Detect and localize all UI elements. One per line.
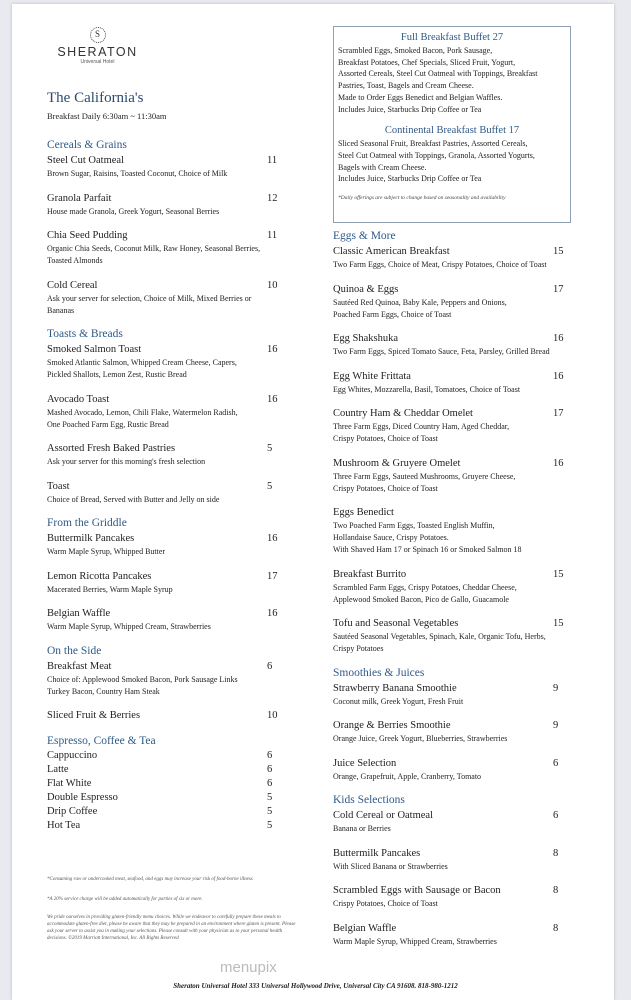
menu-item xyxy=(47,228,287,267)
item-name: Belgian Waffle xyxy=(333,922,397,934)
item-description: Crispy Potatoes, Choice of Toast xyxy=(333,899,438,908)
menu-item-row xyxy=(333,406,573,421)
item-price: 16 xyxy=(553,457,564,469)
item-price: 8 xyxy=(553,885,559,896)
section-heading: Eggs & More xyxy=(333,230,396,242)
menu-item-row xyxy=(47,191,287,206)
item-description: Crispy Potatoes, Choice of Toast xyxy=(333,483,438,493)
item-name: Eggs Benedict xyxy=(333,507,394,518)
item-description: Coconut milk, Greek Yogurt, Fresh Fruit xyxy=(333,696,464,706)
buffet-line: Assorted Cereals, Steel Cut Oatmeal with Toppings, Breakfast xyxy=(338,69,538,79)
menu-item-row xyxy=(333,718,573,733)
item-description: Orange Juice, Greek Yogurt, Blueberries, Strawberries xyxy=(333,734,508,743)
item-price: 6 xyxy=(553,757,559,769)
buffet-line: Made to Order Eggs Benedict and Belgian Waffles. xyxy=(338,92,503,102)
item-price: 5 xyxy=(267,443,273,454)
sheraton-logo xyxy=(55,27,140,65)
section-heading: On the Side xyxy=(47,644,102,657)
item-description: Three Farm Eggs, Sauteed Mushrooms, Gruyere Cheese, xyxy=(333,471,516,481)
item-name: Flat White xyxy=(47,777,92,789)
item-price: 16 xyxy=(553,370,564,382)
item-description: Egg Whites, Mozzarella, Basil, Tomatoes, Choice of Toast xyxy=(333,384,521,394)
item-name: Buttermilk Pancakes xyxy=(333,847,421,859)
item-description: Smoked Atlantic Salmon, Whipped Cream Cheese, Capers, xyxy=(47,358,237,367)
item-name: Smoked Salmon Toast xyxy=(47,344,142,355)
menu-item-row xyxy=(47,569,287,584)
menu-item-row xyxy=(47,342,287,357)
item-price: 8 xyxy=(553,847,559,859)
item-name: Drip Coffee xyxy=(47,805,98,817)
menu-item xyxy=(333,369,573,396)
item-name: Country Ham & Cheddar Omelet xyxy=(333,408,473,419)
menu-item xyxy=(333,846,573,873)
item-description: Warm Maple Syrup, Whipped Cream, Strawberries xyxy=(333,936,497,946)
menu-item-row xyxy=(333,331,573,346)
item-description: Choice of: Applewood Smoked Bacon, Pork Sausage Links xyxy=(47,674,238,684)
item-description: One Poached Farm Egg, Rustic Bread xyxy=(47,419,169,429)
menu-item-row xyxy=(47,659,287,674)
item-name: Buttermilk Pancakes xyxy=(47,533,135,544)
item-price: 16 xyxy=(267,344,278,355)
item-price: 9 xyxy=(553,682,559,694)
menu-item xyxy=(333,282,573,321)
buffet-line: Bagels with Cream Cheese. xyxy=(338,162,427,172)
item-description: Ask your server for this morning's fresh selection xyxy=(47,457,206,466)
item-price: 6 xyxy=(267,763,273,775)
item-name: Double Espresso xyxy=(47,791,118,803)
item-price: 10 xyxy=(267,710,278,721)
item-description: Poached Farm Eggs, Choice of Toast xyxy=(333,309,452,319)
buffet-line: Includes Juice, Starbucks Drip Coffee or Tea xyxy=(338,104,482,114)
menu-item xyxy=(333,456,573,495)
item-description: Banana or Berries xyxy=(333,824,391,833)
menu-item xyxy=(333,616,573,655)
item-name: Avocado Toast xyxy=(47,393,110,405)
item-description: Three Farm Eggs, Diced Country Ham, Aged Cheddar, xyxy=(333,422,510,431)
buffet-line: Includes Juice, Starbucks Drip Coffee or Tea xyxy=(338,174,482,184)
item-name: Belgian Waffle xyxy=(47,608,111,619)
buffet-title: Full Breakfast Buffet 27 xyxy=(400,32,504,43)
footer-address: Sheraton Universal Hotel 333 Universal Hollywood Drive, Universal City CA 91608. 818-980-1212 xyxy=(173,982,458,990)
menu-item-row xyxy=(333,456,573,471)
section-heading: Toasts & Breads xyxy=(47,328,123,340)
raw-warning: *Consuming raw or undercooked meat, seafood, and eggs may increase your risk of food-borne illness xyxy=(47,877,253,882)
menu-item-row xyxy=(47,479,287,494)
buffet-line: Scrambled Eggs, Smoked Bacon, Pork Sausage, xyxy=(338,46,493,55)
item-description: Applewood Smoked Bacon, Pico de Gallo, Guacamole xyxy=(333,594,509,604)
item-name: Egg Shakshuka xyxy=(333,333,399,344)
menu-item-row xyxy=(333,808,573,823)
item-name: Cold Cereal or Oatmeal xyxy=(333,810,434,821)
item-name: Toast xyxy=(47,480,70,492)
item-description: Toasted Almonds xyxy=(47,256,103,265)
item-description: Bananas xyxy=(47,305,75,315)
buffet-line: Sliced Seasonal Fruit, Breakfast Pastries, Assorted Cereals, xyxy=(338,139,528,149)
item-name: Lemon Ricotta Pancakes xyxy=(47,570,152,582)
menu-item-row xyxy=(47,441,287,456)
item-price: 9 xyxy=(553,720,559,731)
menu-item-row xyxy=(47,228,287,243)
service-charge-note: *A 20% service charge will be added automatically for parties of six or more. xyxy=(47,897,203,902)
item-name: Classic American Breakfast xyxy=(333,246,450,257)
item-description: Turkey Bacon, Country Ham Steak xyxy=(47,686,160,696)
menu-item-row xyxy=(333,567,573,582)
item-name: Granola Parfait xyxy=(47,192,112,204)
menu-item xyxy=(333,883,573,910)
left-column xyxy=(47,138,287,833)
item-description: Crispy Potatoes xyxy=(333,644,384,653)
item-description: Brown Sugar, Raisins, Toasted Coconut, Choice of Milk xyxy=(47,169,228,178)
item-name: Breakfast Meat xyxy=(47,660,112,672)
menu-item-row xyxy=(333,846,573,861)
beverage-item xyxy=(47,791,287,805)
item-description: Sautéed Red Quinoa, Baby Kale, Peppers and Onions, xyxy=(333,297,507,307)
item-name: Chia Seed Pudding xyxy=(47,230,128,241)
item-description: Two Poached Farm Eggs, Toasted English Muffin, xyxy=(333,521,495,530)
menu-item xyxy=(47,708,287,723)
item-price: 11 xyxy=(267,230,278,241)
menu-item-row xyxy=(47,708,287,723)
beverage-item xyxy=(47,819,287,833)
item-price: 10 xyxy=(267,279,278,291)
item-price: 6 xyxy=(553,810,559,821)
menu-item xyxy=(333,808,573,835)
section-heading: Smoothies & Juices xyxy=(333,666,425,679)
item-price: 5 xyxy=(267,819,273,831)
menu-item xyxy=(47,569,287,596)
menu-item xyxy=(333,505,573,556)
item-description: House made Granola, Greek Yogurt, Seasonal Berries xyxy=(47,206,220,216)
item-price: 17 xyxy=(553,283,564,295)
item-price: 15 xyxy=(553,618,564,629)
item-price: 15 xyxy=(553,246,564,257)
buffet-line: Steel Cut Oatmeal with Toppings, Granola, Assorted Yogurts, xyxy=(338,150,535,160)
item-name: Scrambled Eggs with Sausage or Bacon xyxy=(333,885,501,896)
item-name: Egg White Frittata xyxy=(333,370,411,382)
item-name: Juice Selection xyxy=(333,757,397,769)
menu-hours: Breakfast Daily 6:30am ~ 11:30am xyxy=(47,111,167,121)
beverage-item xyxy=(47,763,287,777)
item-description: Two Farm Eggs, Choice of Meat, Crispy Potatoes, Choice of Toast xyxy=(333,260,547,269)
menu-item xyxy=(47,531,287,558)
menu-item xyxy=(333,756,573,783)
menu-item-row xyxy=(47,278,287,293)
menu-item xyxy=(333,921,573,948)
menu-item xyxy=(47,191,287,218)
menu-item-row xyxy=(47,392,287,407)
item-name: Assorted Fresh Baked Pastries xyxy=(47,443,176,454)
item-price: 6 xyxy=(267,660,273,672)
item-description: Two Farm Eggs, Spiced Tomato Sauce, Feta, Parsley, Grilled Bread xyxy=(333,347,550,356)
item-name: Tofu and Seasonal Vegetables xyxy=(333,618,459,629)
beverage-item xyxy=(47,777,287,791)
item-price: 16 xyxy=(267,393,278,405)
item-price: 5 xyxy=(267,480,273,492)
item-description: Sautéed Seasonal Vegetables, Spinach, Kale, Organic Tofu, Herbs, xyxy=(333,632,546,641)
item-name: Breakfast Burrito xyxy=(333,568,407,580)
menu-item xyxy=(47,659,287,698)
item-description: Ask your server for selection, Choice of Milk, Mixed Berries or xyxy=(47,293,252,303)
section-heading: Espresso, Coffee & Tea xyxy=(47,734,156,747)
item-price: 5 xyxy=(267,791,273,803)
item-description: Macerated Berries, Warm Maple Syrup xyxy=(47,584,173,594)
buffet-line: Pastries, Toast, Bagels and Cream Cheese. xyxy=(338,81,474,91)
logo-sub: Universal Hotel xyxy=(80,59,115,65)
item-price: 16 xyxy=(553,333,564,344)
section-heading: Kids Selections xyxy=(333,794,405,806)
menu-item xyxy=(47,441,287,468)
menu-item-row xyxy=(47,531,287,546)
item-description: Hollandaise Sauce, Crispy Potatoes. xyxy=(333,533,449,542)
menu-item xyxy=(47,342,287,381)
menu-item xyxy=(333,406,573,445)
item-description: Warm Maple Syrup, Whipped Butter xyxy=(47,547,166,556)
menu-item-row xyxy=(47,606,287,621)
item-name: Sliced Fruit & Berries xyxy=(47,710,141,721)
sheraton-emblem-icon: S xyxy=(90,27,106,43)
item-name: Latte xyxy=(47,763,69,775)
menu-item-row xyxy=(333,616,573,631)
item-price: 17 xyxy=(267,570,278,582)
item-description: With Shaved Ham 17 or Spinach 16 or Smoked Salmon 18 xyxy=(333,545,522,554)
item-price xyxy=(553,505,573,520)
menu-item xyxy=(47,392,287,431)
item-price: 16 xyxy=(267,533,278,544)
buffet-note: *Daily offerings are subject to change based on seasonality and availability xyxy=(338,195,506,202)
menu-item-row xyxy=(333,244,573,259)
item-name: Hot Tea xyxy=(47,819,81,831)
menu-item xyxy=(47,153,287,180)
item-name: Cold Cereal xyxy=(47,279,98,291)
menu-item-row xyxy=(333,756,573,771)
right-column xyxy=(333,229,573,958)
menu-item-row xyxy=(333,282,573,297)
item-description: Orange, Grapefruit, Apple, Cranberry, Tomato xyxy=(333,771,482,781)
buffet-box xyxy=(333,26,571,223)
item-price: 16 xyxy=(267,608,278,619)
menu-item xyxy=(333,681,573,708)
watermark: menupix xyxy=(220,959,277,976)
menu-item xyxy=(47,606,287,633)
buffet-line: Breakfast Potatoes, Chef Specials, Sliced Fruit, Yogurt, xyxy=(338,57,516,67)
item-price: 12 xyxy=(267,192,278,204)
item-price: 6 xyxy=(267,749,273,761)
item-name: Orange & Berries Smoothie xyxy=(333,720,451,731)
menu-title: The California's xyxy=(47,90,144,106)
item-name: Quinoa & Eggs xyxy=(333,283,399,295)
menu-item xyxy=(333,331,573,358)
menu-item-row xyxy=(333,921,573,936)
menu-item xyxy=(333,718,573,745)
buffet-title: Continental Breakfast Buffet 17 xyxy=(384,125,520,137)
menu-item xyxy=(333,244,573,271)
item-price: 15 xyxy=(553,568,564,580)
item-name: Mushroom & Gruyere Omelet xyxy=(333,457,461,469)
item-description: Pickled Shallots, Lemon Zest, Rustic Bread xyxy=(47,370,187,379)
item-description: With Sliced Banana or Strawberries xyxy=(333,861,448,871)
item-description: Scrambled Farm Eggs, Crispy Potatoes, Cheddar Cheese, xyxy=(333,582,517,592)
item-price: 11 xyxy=(267,155,278,166)
item-name: Cappuccino xyxy=(47,749,98,761)
item-price: 8 xyxy=(553,922,559,934)
section-heading: Cereals & Grains xyxy=(47,139,127,151)
menu-item xyxy=(47,479,287,506)
item-description: Crispy Potatoes, Choice of Toast xyxy=(333,434,438,443)
beverage-item xyxy=(47,749,287,763)
item-description: Organic Chia Seeds, Coconut Milk, Raw Honey, Seasonal Berries, xyxy=(47,244,261,253)
logo-brand: SHERATON xyxy=(57,45,138,59)
menu-item-row xyxy=(47,153,287,168)
item-description: Mashed Avocado, Lemon, Chili Flake, Watermelon Radish, xyxy=(47,407,238,417)
item-price: 5 xyxy=(267,805,273,817)
item-description: Choice of Bread, Served with Butter and Jelly on side xyxy=(47,494,220,504)
menu-item-row xyxy=(333,505,573,520)
menu-item xyxy=(333,567,573,606)
gluten-note: We pride ourselves in providing gluten-friendly menu choices. While we endeavor to carefully prepare these meals to accommodate gluten-free diet, please be aware that they may be prepared in an environment where gluten is present. Please ask your server to assist you in making your selections. Please consult with your physician as to your personal health decisions. ©2019 Marriott International, Inc. All Rights Reserved xyxy=(47,915,296,941)
item-price: 17 xyxy=(553,408,564,419)
item-description: Warm Maple Syrup, Whipped Cream, Strawberries xyxy=(47,622,211,631)
item-price: 6 xyxy=(267,777,273,789)
section-heading: From the Griddle xyxy=(47,517,127,529)
item-name: Steel Cut Oatmeal xyxy=(47,155,124,166)
beverage-item xyxy=(47,805,287,819)
menu-item-row xyxy=(333,883,573,898)
menu-item-row xyxy=(333,369,573,384)
menu-item xyxy=(47,278,287,317)
menu-item-row xyxy=(333,681,573,696)
item-name: Strawberry Banana Smoothie xyxy=(333,682,457,694)
